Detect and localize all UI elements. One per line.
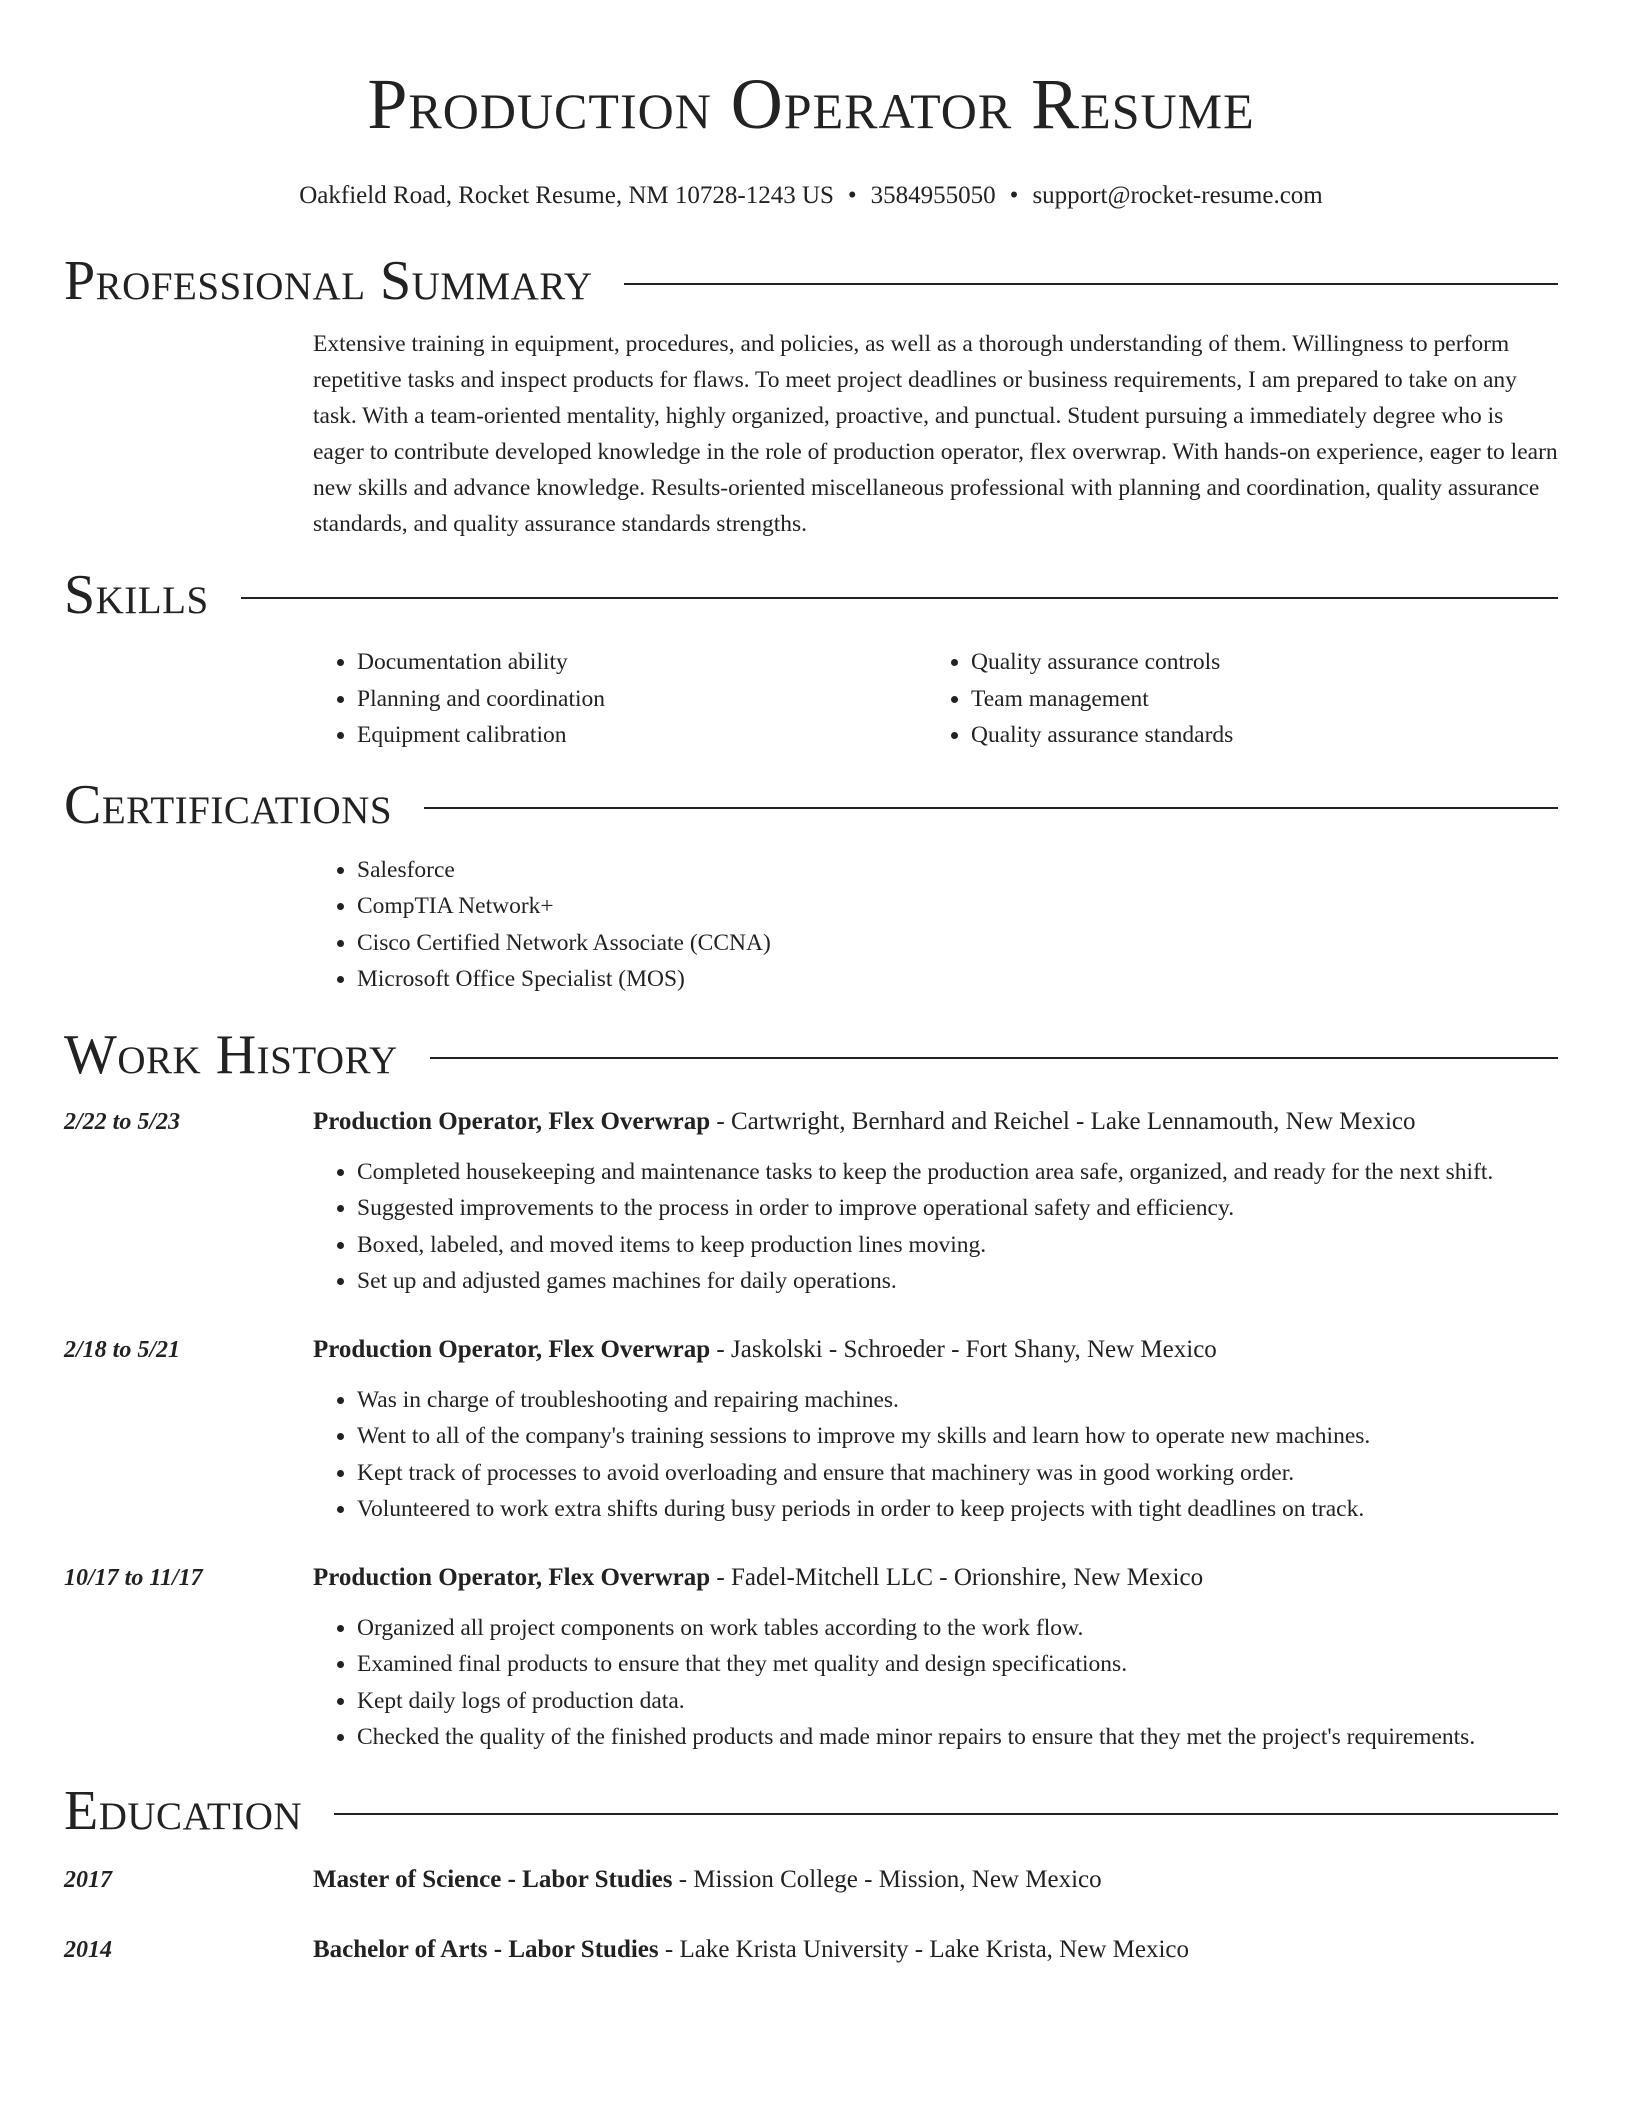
education-year: 2014 — [64, 1936, 112, 1963]
contact-separator: • — [847, 182, 857, 209]
skill-item: • Equipment calibration — [357, 717, 927, 754]
education-line — [313, 1932, 1189, 1968]
contact-phone: 3584955050 — [870, 182, 996, 209]
contact-line — [64, 180, 1558, 212]
section-title-work: Work History — [64, 1023, 398, 1086]
job-details: - Jaskolski - Schroeder - Fort Shany, New Mexico — [710, 1335, 1217, 1363]
job-entry — [64, 1332, 1558, 1528]
job-bullet: • Boxed, labeled, and moved items to keep production lines moving. — [357, 1227, 1558, 1264]
job-details: - Cartwright, Bernhard and Reichel - Lake Lennamouth, New Mexico — [710, 1107, 1416, 1135]
job-bullet: • Set up and adjusted games machines for daily operations. — [357, 1263, 1558, 1300]
education-section-header — [64, 1778, 1558, 1844]
job-entry — [64, 1560, 1558, 1756]
certifications-list — [313, 852, 1558, 998]
work-section-header — [64, 1022, 1558, 1088]
job-bullets — [313, 1382, 1558, 1528]
section-title-skills: Skills — [64, 564, 209, 626]
certification-item: • Salesforce — [357, 852, 1558, 889]
skill-item: • Quality assurance standards — [971, 717, 1571, 754]
summary-text: Extensive training in equipment, procedures, and policies, as well as a thorough understanding of them. Willingness to perform repetitive tasks and inspect products for flaws. To meet project deadlines or business requirements, I am prepared to take on any task. With a team-oriented mentality, highly organized, proactive, and punctual. Student pursuing a immediately degree who is eager to contribute developed knowledge in the role of production operator, flex overwrap. With hands-on experience, eager to learn new skills and advance knowledge. Results-oriented miscellaneous professional with planning and coordination, quality assurance standards, and quality assurance standards strengths. — [313, 331, 1558, 537]
education-details: - Mission College - Mission, New Mexico — [672, 1865, 1102, 1893]
job-role: Production Operator, Flex Overwrap — [313, 1107, 711, 1135]
job-title-line — [313, 1560, 1203, 1596]
job-date: 2/18 to 5/21 — [64, 1336, 181, 1363]
education-year: 2017 — [64, 1866, 112, 1893]
education-entry — [64, 1932, 1558, 1968]
job-bullet-list — [313, 1154, 1558, 1300]
section-divider — [241, 597, 1558, 599]
section-divider — [430, 1057, 1558, 1059]
contact-address: Oakfield Road, Rocket Resume, NM 10728-1243 US — [299, 182, 834, 209]
skill-item: • Quality assurance controls — [971, 644, 1571, 681]
skills-section-header — [64, 562, 1558, 628]
skill-item: • Documentation ability — [357, 644, 927, 681]
job-role: Production Operator, Flex Overwrap — [313, 1335, 711, 1363]
job-title-line — [313, 1104, 1416, 1140]
job-bullet: • Kept track of processes to avoid overloading and ensure that machinery was in good working order. — [357, 1455, 1558, 1492]
certification-item: • Cisco Certified Network Associate (CCNA) — [357, 925, 1558, 962]
education-degree: Master of Science - Labor Studies — [313, 1865, 673, 1893]
job-bullet: • Went to all of the company's training sessions to improve my skills and learn how to operate new machines. — [357, 1418, 1558, 1455]
job-bullet-list — [313, 1382, 1558, 1528]
job-header — [64, 1332, 1558, 1368]
section-title-summary: Professional Summary — [64, 250, 593, 312]
resume-title: Production Operator Resume — [367, 64, 1255, 144]
education-line — [313, 1862, 1102, 1898]
job-bullet: • Completed housekeeping and maintenance tasks to keep the production area safe, organized, and ready for the next shift. — [357, 1154, 1558, 1191]
section-title-education: Education — [64, 1779, 303, 1842]
job-bullet: • Examined final products to ensure that they met quality and design specifications. — [357, 1646, 1558, 1683]
section-divider — [624, 283, 1558, 285]
skill-item: • Team management — [971, 681, 1571, 718]
job-bullet-list — [313, 1610, 1558, 1756]
job-bullet: • Kept daily logs of production data. — [357, 1683, 1558, 1720]
certifications-section-header — [64, 772, 1558, 838]
skills-column-left — [313, 644, 927, 754]
skills-column-right — [927, 644, 1571, 754]
job-role: Production Operator, Flex Overwrap — [313, 1563, 711, 1591]
job-date: 10/17 to 11/17 — [64, 1564, 203, 1591]
job-bullet: • Organized all project components on work tables according to the work flow. — [357, 1610, 1558, 1647]
skill-item: • Planning and coordination — [357, 681, 927, 718]
education-details: - Lake Krista University - Lake Krista, New Mexico — [658, 1935, 1190, 1963]
job-header — [64, 1104, 1558, 1140]
contact-separator: • — [1009, 182, 1019, 209]
job-bullets — [313, 1610, 1558, 1756]
contact-email[interactable]: support@rocket-resume.com — [1032, 182, 1323, 209]
section-title-certifications: Certifications — [64, 773, 393, 836]
education-entry — [64, 1862, 1558, 1898]
job-bullet: • Was in charge of troubleshooting and repairing machines. — [357, 1382, 1558, 1419]
certification-item: • CompTIA Network+ — [357, 888, 1558, 925]
summary-section-header — [64, 248, 1558, 314]
resume-page — [64, 0, 1558, 1968]
job-title-line — [313, 1332, 1217, 1368]
education-degree: Bachelor of Arts - Labor Studies — [313, 1935, 659, 1963]
job-bullet: • Volunteered to work extra shifts during busy periods in order to keep projects with tight deadlines on track. — [357, 1491, 1558, 1528]
job-header — [64, 1560, 1558, 1596]
job-details: - Fadel-Mitchell LLC - Orionshire, New Mexico — [710, 1563, 1204, 1591]
job-date: 2/22 to 5/23 — [64, 1108, 181, 1135]
section-divider — [424, 807, 1558, 809]
section-divider — [334, 1813, 1558, 1815]
job-bullet: • Checked the quality of the finished products and made minor repairs to ensure that they met the project's requirements. — [357, 1719, 1558, 1756]
skills-list — [313, 644, 1558, 754]
job-bullets — [313, 1154, 1558, 1300]
job-bullet: • Suggested improvements to the process in order to improve operational safety and efficiency. — [357, 1190, 1558, 1227]
job-entry — [64, 1104, 1558, 1300]
certification-item: • Microsoft Office Specialist (MOS) — [357, 961, 1558, 998]
certifications-bullets — [313, 852, 1558, 998]
